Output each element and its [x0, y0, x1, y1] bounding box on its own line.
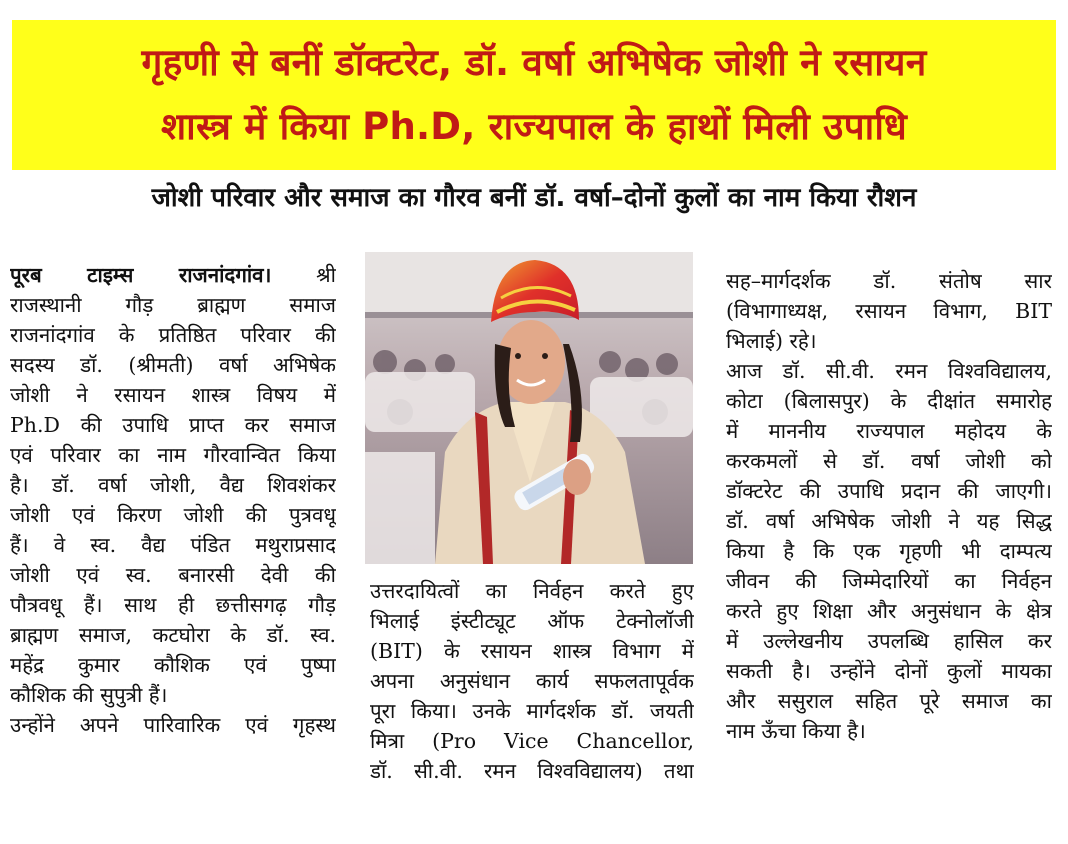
article-column-middle: [370, 576, 694, 786]
article-line: सह–मार्गदर्शक डॉ. संतोष सार: [726, 269, 1052, 293]
article-column-right: [726, 266, 1052, 746]
article-line: में उल्लेखनीय उपलब्धि हासिल कर: [726, 629, 1052, 653]
article-line: (BIT) के रसायन शास्त्र विभाग में: [370, 639, 694, 663]
article-line: राजस्थानी गौड़ ब्राह्मण समाज: [10, 293, 336, 317]
article-line: भिलाई) रहे।: [726, 329, 817, 353]
article-column-left: [10, 260, 336, 740]
article-line: श्री: [316, 263, 336, 287]
article-line: किया है कि एक गृहणी भी दाम्पत्य: [726, 539, 1052, 563]
headline-line-1: गृहणी से बनीं डॉक्टरेट, डॉ. वर्षा अभिषेक जोशी ने रसायन: [141, 41, 927, 84]
article-line: उन्होंने अपने पारिवारिक एवं गृहस्थ: [10, 713, 336, 737]
article-line: सदस्य डॉ. (श्रीमती) वर्षा अभिषेक: [10, 353, 336, 377]
article-line: जोशी एवं किरण जोशी की पुत्रवधू: [10, 503, 336, 527]
article-line: Ph.D की उपाधि प्राप्त कर समाज: [10, 413, 336, 437]
portrait-illustration: [365, 252, 693, 564]
article-line: और ससुराल सहित पूरे समाज का: [726, 689, 1052, 713]
article-line: सकती है। उन्होंने दोनों कुलों मायका: [726, 659, 1052, 683]
article-line: अपना अनुसंधान कार्य सफलतापूर्वक: [370, 669, 694, 693]
article-photo: [365, 252, 693, 564]
article-line: डॉ. वर्षा अभिषेक जोशी ने यह सिद्ध: [726, 509, 1052, 533]
article-line: कोटा (बिलासपुर) के दीक्षांत समारोह: [726, 389, 1052, 413]
headline-banner: [12, 20, 1056, 170]
article-line: एवं परिवार का नाम गौरवान्वित किया: [10, 443, 336, 467]
article-line: डॉक्टरेट की उपाधि प्रदान की जाएगी।: [726, 479, 1052, 503]
headline-line-2: शास्त्र में किया Ph.D, राज्यपाल के हाथों मिली उपाधि: [161, 105, 907, 148]
article-line: मित्रा (Pro Vice Chancellor,: [370, 729, 694, 753]
article-line: जीवन की जिम्मेदारियों का निर्वहन: [726, 569, 1052, 593]
article-line: महेंद्र कुमार कौशिक एवं पुष्पा: [10, 653, 336, 677]
article-line: में माननीय राज्यपाल महोदय के: [726, 419, 1052, 443]
article-line: भिलाई इंस्टीट्यूट ऑफ टेक्नोलॉजी: [370, 609, 694, 633]
subheadline: जोशी परिवार और समाज का गौरव बनीं डॉ. वर्षा–दोनों कुलों का नाम किया रौशन: [151, 183, 917, 213]
article-line: आज डॉ. सी.वी. रमन विश्वविद्यालय,: [726, 359, 1052, 383]
article-line: पूरा किया। उनके मार्गदर्शक डॉ. जयती: [370, 699, 694, 723]
article-line: (विभागाध्यक्ष, रसायन विभाग, BIT: [726, 299, 1052, 323]
article-line: उत्तरदायित्वों का निर्वहन करते हुए: [370, 579, 694, 603]
article-line: करते हुए शिक्षा और अनुसंधान के क्षेत्र: [726, 599, 1052, 623]
article-line: नाम ऊँचा किया है।: [726, 719, 866, 743]
article-line: डॉ. सी.वी. रमन विश्वविद्यालय) तथा: [370, 759, 694, 783]
article-line: कौशिक की सुपुत्री हैं।: [10, 683, 168, 707]
article-line: जोशी एवं स्व. बनारसी देवी की: [10, 563, 336, 587]
article-line: है। डॉ. वर्षा जोशी, वैद्य शिवशंकर: [10, 473, 336, 497]
article-line: पौत्रवधू हैं। साथ ही छत्तीसगढ़ गौड़: [10, 593, 336, 617]
article-line: करकमलों से डॉ. वर्षा जोशी को: [726, 449, 1052, 473]
dateline: पूरब टाइम्स राजनांदगांव।: [10, 263, 272, 287]
article-line: राजनांदगांव के प्रतिष्ठित परिवार की: [10, 323, 336, 347]
article-first-line: [10, 260, 336, 290]
article-line: ब्राह्मण समाज, कटघोरा के डॉ. स्व.: [10, 623, 336, 647]
article-line: हैं। वे स्व. वैद्य पंडित मथुराप्रसाद: [10, 533, 336, 557]
article-line: जोशी ने रसायन शास्त्र विषय में: [10, 383, 336, 407]
